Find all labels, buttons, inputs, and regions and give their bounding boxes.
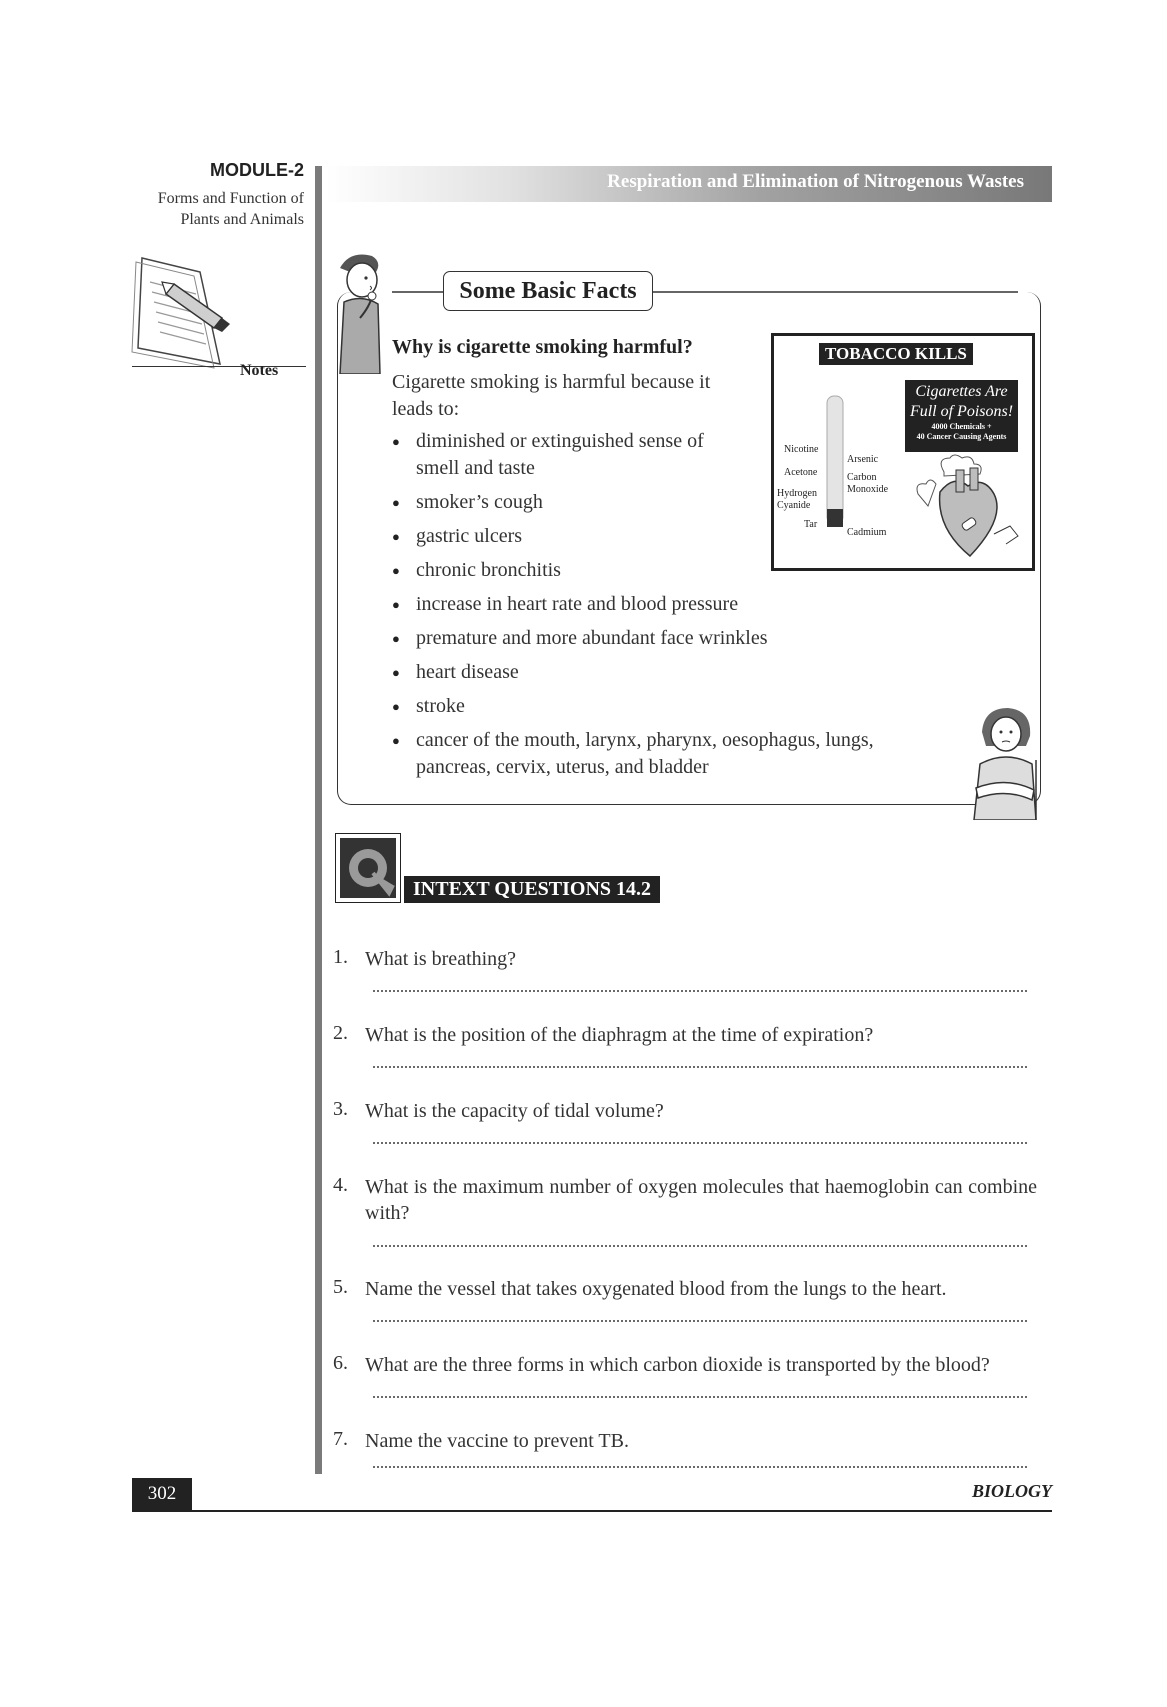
facts-list-item: ● diminished or extinguished sense of smell and taste [392, 428, 736, 482]
facts-list-item: ● chronic bronchitis [392, 557, 926, 584]
notes-label: Notes [240, 362, 279, 379]
answer-line[interactable] [372, 1396, 1029, 1398]
module-label: MODULE-2 [210, 160, 304, 180]
facts-intro: Cigarette smoking is harmful because it leads to: [392, 371, 711, 420]
chemical-label: Cadmium [847, 527, 887, 538]
answer-line[interactable] [372, 990, 1029, 992]
question-text: Name the vessel that takes oxygenated blood from the lungs to the heart. [365, 1278, 947, 1300]
poisons-box [905, 380, 1018, 452]
answer-line[interactable] [372, 1066, 1029, 1068]
facts-list-item: ● premature and more abundant face wrinkles [392, 625, 926, 652]
question-number: 1. [333, 946, 348, 968]
facts-list-item: ● heart disease [392, 659, 926, 686]
footer-rule [132, 1510, 1052, 1512]
question-number: 7. [333, 1428, 348, 1450]
facts-list-item: ● increase in heart rate and blood pressure [392, 591, 926, 618]
question-number: 2. [333, 1022, 348, 1044]
notes-rule [132, 366, 306, 367]
question-number: 6. [333, 1352, 348, 1374]
module-subtitle-line1: Forms and Function of [157, 190, 304, 207]
module-subtitle [140, 188, 304, 230]
answer-line[interactable] [372, 1320, 1029, 1322]
chemical-label: Arsenic [847, 454, 879, 465]
question-number: 3. [333, 1098, 348, 1120]
module-subtitle-line2: Plants and Animals [180, 211, 304, 228]
facts-list-item: ● stroke [392, 693, 926, 720]
footer-subject: BIOLOGY [972, 1481, 1052, 1501]
margin-divider-bar [315, 166, 322, 1474]
damaged-heart-icon [914, 454, 1026, 562]
chemical-label: Tar [804, 519, 818, 530]
poisons-agents: 40 Cancer Causing Agents [916, 432, 1007, 441]
running-header-title: Respiration and Elimination of Nitrogenous Wastes [607, 171, 1024, 192]
facts-question: Why is cigarette smoking harmful? [392, 336, 693, 358]
chemical-label: Acetone [784, 467, 818, 478]
answer-line[interactable] [372, 1142, 1029, 1144]
answer-line[interactable] [372, 1466, 1029, 1468]
question-text: What is breathing? [365, 948, 517, 970]
question-text: What are the three forms in which carbon dioxide is transported by the blood? [365, 1354, 990, 1376]
question-text: What is the maximum number of oxygen molecules that haemoglobin can combine with? [365, 1176, 1037, 1224]
facts-title: Some Basic Facts [443, 271, 653, 311]
page-number: 302 [132, 1478, 192, 1510]
poisons-headline: Cigarettes Are Full of Poisons! [909, 383, 1014, 420]
question-text: What is the position of the diaphragm at the time of expiration? [365, 1024, 874, 1046]
chemical-label: Carbon Monoxide [847, 472, 889, 495]
answer-line[interactable] [372, 1245, 1029, 1247]
tobacco-kills-poster [771, 333, 1035, 571]
cigarette-icon [824, 394, 846, 534]
question-number: 4. [333, 1174, 348, 1196]
intext-questions-icon [335, 833, 401, 903]
poisons-chemicals: 4000 Chemicals + [931, 422, 992, 431]
facts-list-item: ● gastric ulcers [392, 523, 926, 550]
chemical-label: Nicotine [784, 444, 819, 455]
intext-questions-heading: INTEXT QUESTIONS 14.2 [404, 876, 660, 903]
question-number: 5. [333, 1276, 348, 1298]
facts-list-item: ● smoker’s cough [392, 489, 926, 516]
question-text: Name the vaccine to prevent TB. [365, 1430, 629, 1452]
thinking-boy-illustration [330, 246, 392, 374]
question-text: What is the capacity of tidal volume? [365, 1100, 664, 1122]
facts-list-item: ● cancer of the mouth, larynx, pharynx, oesophagus, lungs, pancreas, cervix, uterus, and bladder [392, 727, 926, 781]
running-header [325, 166, 1052, 202]
notes-pencil-icon [130, 252, 240, 372]
poster-title: TOBACCO KILLS [819, 343, 973, 365]
arms-crossed-girl-illustration [970, 702, 1040, 820]
chemical-label: Hydrogen Cyanide [777, 488, 817, 511]
